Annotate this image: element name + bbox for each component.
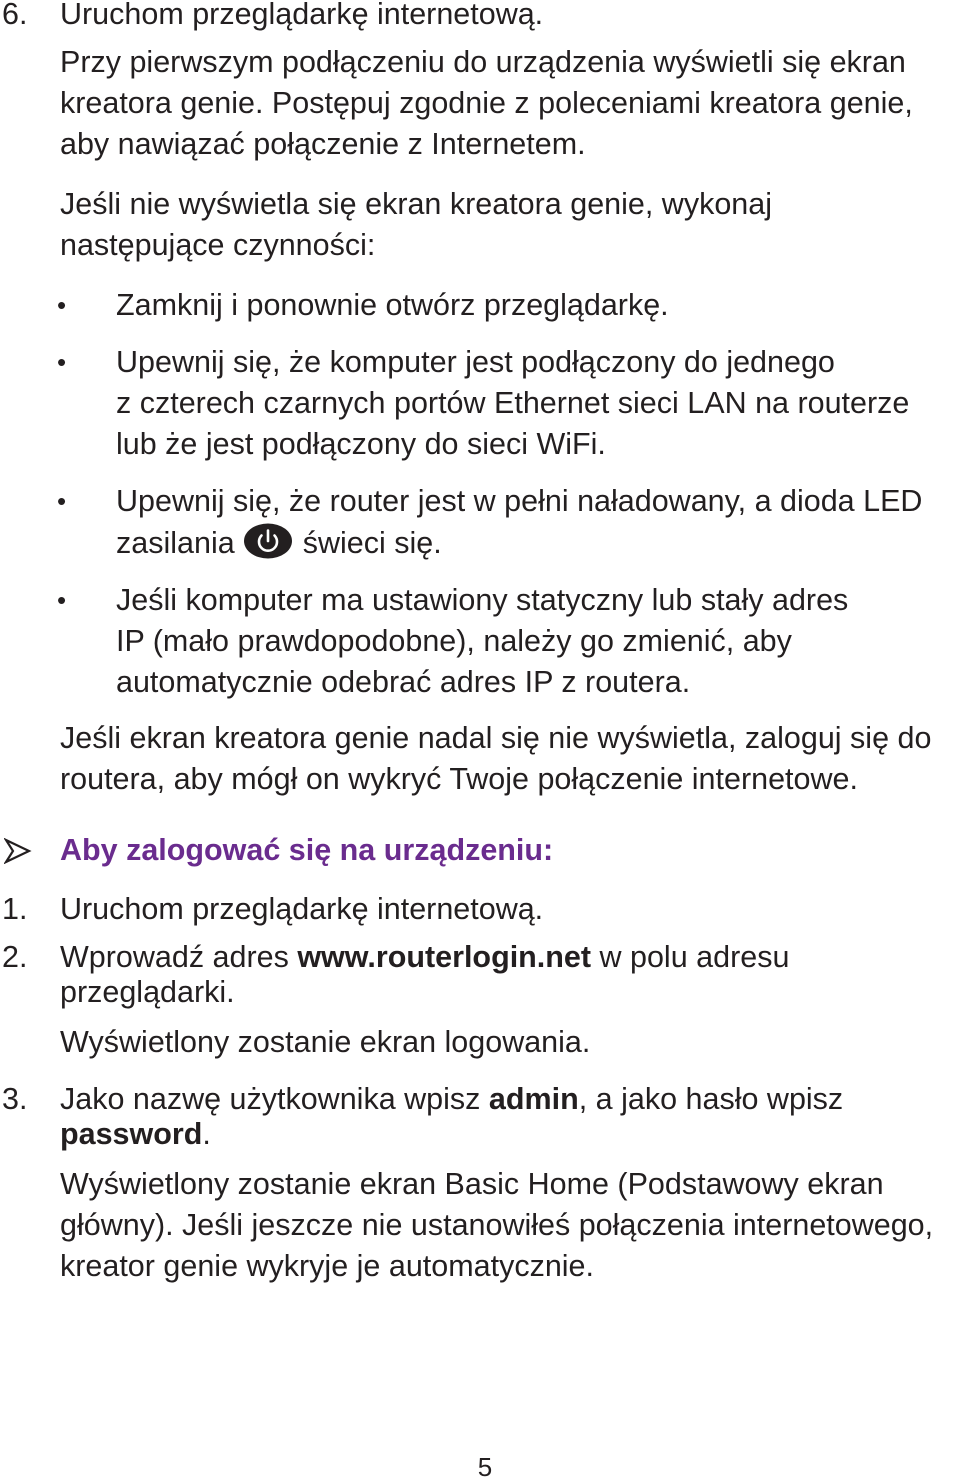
step-result-line: Wyświetlony zostanie ekran Basic Home (Podstawowy ekran [60, 1167, 884, 1201]
step-number: 1. [2, 892, 28, 926]
bullet-item-line: z czterech czarnych portów Ethernet sieci LAN na routerze [116, 386, 910, 420]
bullet-text: świeci się. [302, 526, 442, 560]
bullet-item-line: Jeśli komputer ma ustawiony statyczny lub stały adres [116, 583, 849, 617]
bullet-item-line [116, 522, 442, 564]
paragraph-line: routera, aby mógł on wykryć Twoje połączenie internetowe. [60, 762, 858, 796]
paragraph-line: następujące czynności: [60, 228, 376, 262]
step-text-line [60, 1114, 211, 1155]
step-text: Uruchom przeglądarkę internetową. [60, 892, 544, 926]
bullet-dot: • [57, 486, 67, 516]
bullet-dot: • [57, 290, 67, 320]
step-result: Wyświetlony zostanie ekran logowania. [60, 1025, 591, 1059]
step-text-part: Wprowadź adres [60, 940, 298, 974]
step-result-line: główny). Jeśli jeszcze nie ustanowiłeś połączenia internetowego, [60, 1208, 934, 1242]
router-url: www.routerlogin.net [297, 940, 592, 974]
paragraph-line: Jeśli ekran kreatora genie nadal się nie wyświetla, zaloguj się do [60, 721, 932, 755]
step-number: 6. [2, 0, 28, 31]
password-value: password [60, 1117, 203, 1151]
step-result-line: kreator genie wykryje je automatycznie. [60, 1249, 594, 1283]
paragraph-line: Jeśli nie wyświetla się ekran kreatora genie, wykonaj [60, 187, 772, 221]
arrow-bullet-icon [4, 838, 32, 864]
section-heading: Aby zalogować się na urządzeniu: [60, 833, 554, 867]
username-value: admin [488, 1082, 579, 1116]
bullet-dot: • [57, 585, 67, 615]
bullet-item-line: automatycznie odebrać adres IP z routera. [116, 665, 691, 699]
paragraph-line: aby nawiązać połączenie z Internetem. [60, 127, 586, 161]
power-icon [243, 522, 293, 560]
bullet-item-line: Upewnij się, że komputer jest podłączony do jednego [116, 345, 835, 379]
step-text-part: w polu adresu [591, 940, 790, 974]
bullet-item-line: IP (mało prawdopodobne), należy go zmienić, aby [116, 624, 792, 658]
step-number: 3. [2, 1082, 28, 1116]
step-text-line: przeglądarki. [60, 975, 235, 1009]
step-text-part: . [202, 1117, 211, 1151]
step-text-part: Jako nazwę użytkownika wpisz [60, 1082, 489, 1116]
paragraph-line: Przy pierwszym podłączeniu do urządzenia wyświetli się ekran [60, 45, 906, 79]
step-title: Uruchom przeglądarkę internetową. [60, 0, 544, 31]
page-number: 5 [477, 1452, 493, 1482]
bullet-text: zasilania [116, 526, 235, 560]
bullet-item-line: Upewnij się, że router jest w pełni naładowany, a dioda LED [116, 484, 923, 518]
step-text-part: , a jako hasło wpisz [578, 1082, 844, 1116]
step-number: 2. [2, 940, 28, 974]
bullet-item-line: lub że jest podłączony do sieci WiFi. [116, 427, 606, 461]
bullet-dot: • [57, 347, 67, 377]
paragraph-line: kreatora genie. Postępuj zgodnie z poleceniami kreatora genie, [60, 86, 913, 120]
bullet-item-line: Zamknij i ponownie otwórz przeglądarkę. [116, 288, 669, 322]
